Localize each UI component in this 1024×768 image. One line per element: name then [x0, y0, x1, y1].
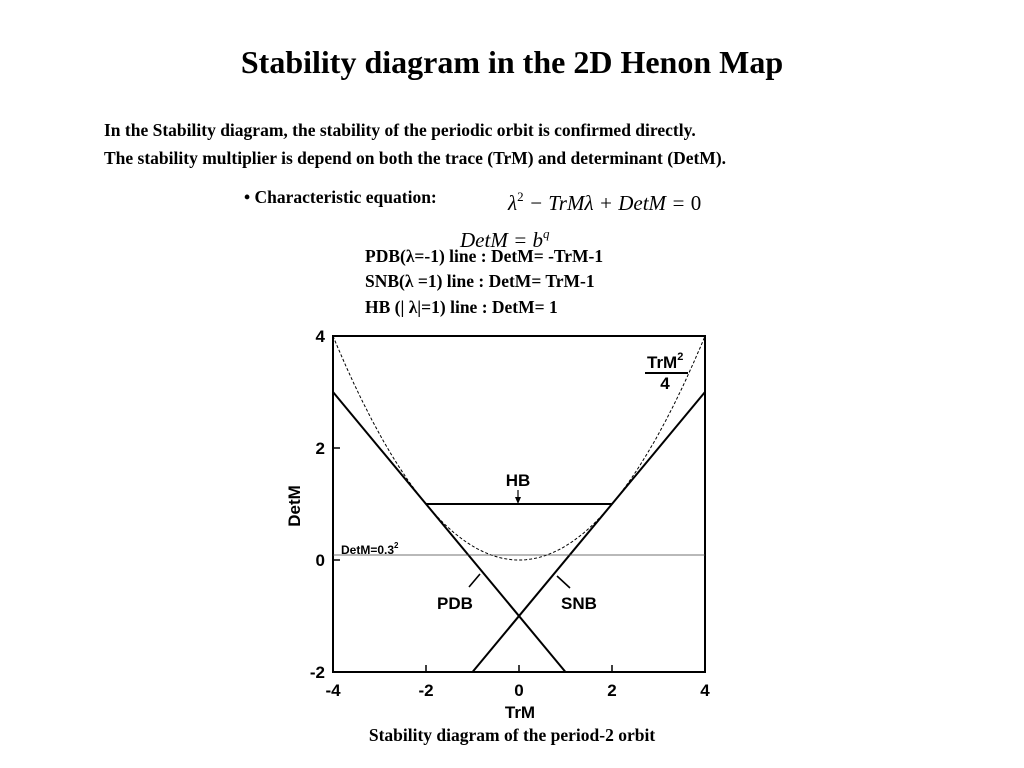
y-tick-label: 0	[315, 551, 325, 570]
eq-det-lhs: DetM = b	[460, 228, 543, 252]
parabola-label-numerator	[647, 351, 683, 372]
eq-char-rest: − TrMλ + DetM =	[523, 191, 691, 215]
hb-label: HB	[505, 471, 531, 490]
x-tick-label: -2	[418, 681, 434, 700]
pdb-rule: PDB(λ=-1) line : DetM= -TrM-1	[365, 246, 604, 266]
pdb-pointer	[469, 574, 480, 587]
intro-line-1: In the Stability diagram, the stability of the periodic orbit is confirmed directly.	[104, 120, 696, 140]
parabola-num-exponent: 2	[677, 351, 684, 363]
page-title: Stability diagram in the 2D Henon Map	[240, 44, 784, 80]
tick-layer	[310, 327, 710, 700]
pdb-label: PDB	[437, 594, 473, 613]
eq-zero: 0	[690, 191, 702, 215]
snb-label: SNB	[561, 594, 597, 613]
detm-line-text: DetM=0.3	[341, 543, 395, 557]
y-tick-label: 2	[315, 439, 325, 458]
pdb-line	[333, 392, 566, 672]
characteristic-equation-label: • Characteristic equation:	[244, 187, 437, 207]
y-tick-label: 4	[315, 327, 325, 346]
hb-rule: HB (| λ|=1) line : DetM= 1	[365, 297, 558, 317]
y-tick-label: -2	[309, 663, 325, 682]
y-axis-label: DetM	[285, 485, 304, 527]
detm-line-exponent: 2	[394, 541, 399, 550]
intro-line-2: The stability multiplier is depend on both the trace (TrM) and determinant (DetM).	[104, 148, 727, 168]
eq-lambda-exponent: 2	[517, 189, 524, 204]
detm-line-label	[341, 541, 399, 557]
snb-pointer	[557, 576, 570, 588]
x-tick-label: 2	[607, 681, 617, 700]
hb-arrowhead	[515, 497, 521, 504]
x-tick-label: 4	[700, 681, 710, 700]
x-tick-label: -4	[325, 681, 341, 700]
series-layer	[333, 336, 705, 672]
snb-line	[473, 392, 706, 672]
eq-lambda: λ	[508, 191, 518, 215]
figure-caption: Stability diagram of the period-2 orbit	[368, 725, 656, 745]
parabola-label-denominator: 4	[660, 374, 670, 393]
x-tick-label: 0	[514, 681, 524, 700]
parabola-num-text: TrM	[647, 353, 678, 372]
snb-rule: SNB(λ =1) line : DetM= TrM-1	[365, 271, 595, 291]
eq-det-exponent: q	[543, 226, 550, 241]
x-axis-label: TrM	[504, 703, 536, 722]
